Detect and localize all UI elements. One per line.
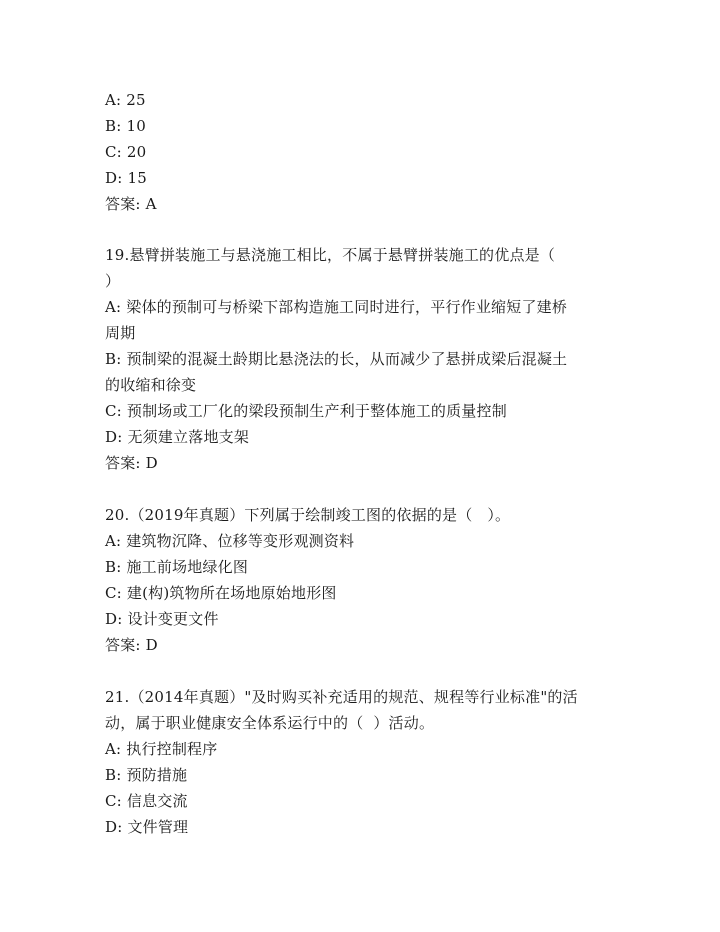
q18-option-b: B: 10: [105, 117, 146, 135]
q18-option-d: D: 15: [105, 169, 147, 187]
q19-option-c: C: 预制场或工厂化的梁段预制生产利于整体施工的质量控制: [105, 402, 507, 420]
q21-stem-line1: 21.（2014年真题）"及时购买补充适用的规范、规程等行业标准"的活: [105, 688, 578, 706]
q19-option-d: D: 无须建立落地支架: [105, 428, 250, 446]
q19-option-b-line1: B: 预制梁的混凝土龄期比悬浇法的长，从而减少了悬拼成梁后混凝土: [105, 350, 568, 368]
q18-option-a: A: 25: [105, 91, 146, 109]
q21-stem-line2: 动，属于职业健康安全体系运行中的（ ）活动。: [105, 714, 435, 732]
q20-option-a: A: 建筑物沉降、位移等变形观测资料: [105, 532, 355, 550]
q21-option-a: A: 执行控制程序: [105, 740, 218, 758]
q20-option-c: C: 建(构)筑物所在场地原始地形图: [105, 584, 337, 602]
q19-option-a-line1: A: 梁体的预制可与桥梁下部构造施工同时进行，平行作业缩短了建桥: [105, 298, 568, 316]
q21-option-d: D: 文件管理: [105, 818, 189, 836]
q18-option-c: C: 20: [105, 143, 147, 161]
q20-option-d: D: 设计变更文件: [105, 610, 219, 628]
q21-option-c: C: 信息交流: [105, 792, 188, 810]
q19-option-b-line2: 的收缩和徐变: [105, 376, 197, 394]
q20-answer: 答案: D: [105, 636, 158, 654]
q18-answer: 答案: A: [105, 195, 157, 213]
q20-stem: 20.（2019年真题）下列属于绘制竣工图的依据的是（ ）。: [105, 506, 511, 524]
q19-stem-line1: 19.悬臂拼装施工与悬浇施工相比，不属于悬臂拼装施工的优点是（: [105, 246, 556, 264]
q19-option-a-line2: 周期: [105, 324, 136, 342]
q21-option-b: B: 预防措施: [105, 766, 188, 784]
q20-option-b: B: 施工前场地绿化图: [105, 558, 249, 576]
q19-stem-line2: ）: [105, 272, 121, 290]
q19-answer: 答案: D: [105, 454, 158, 472]
